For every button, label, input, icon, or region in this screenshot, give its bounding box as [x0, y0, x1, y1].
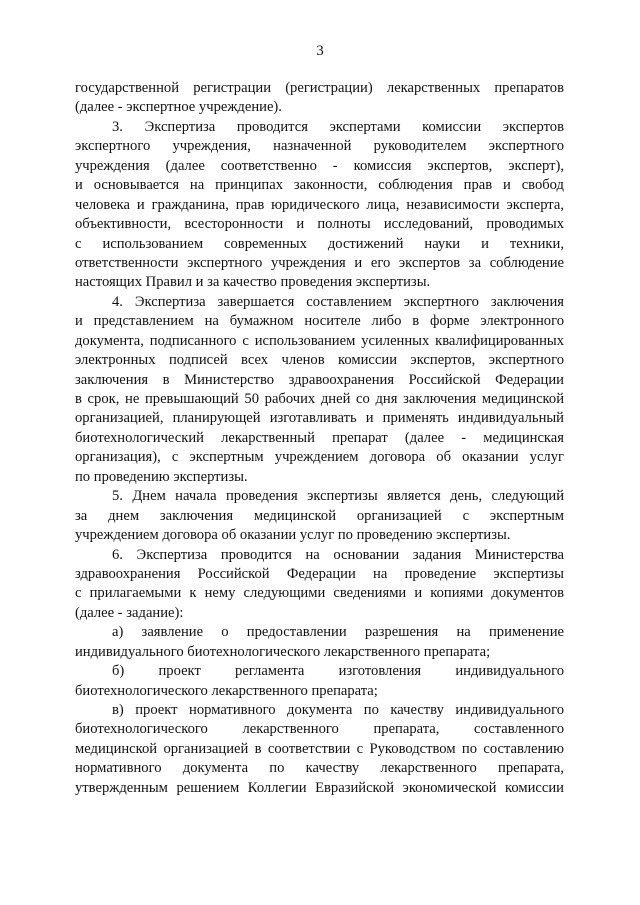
document-body [75, 79, 564, 798]
text-line: и представлением на бумажном носителе либо в форме электронного [75, 313, 564, 330]
text-line: экспертного учреждения, назначенной руководителем экспертного [75, 138, 564, 155]
text-line: документа, подписанного с использованием усиленных квалифицированных [75, 332, 564, 349]
text-line: по проведению экспертизы. [75, 468, 248, 485]
text-line: (далее - задание): [75, 604, 184, 621]
text-line: медицинской организацией в соответствии с Руководством по составлению [75, 740, 564, 757]
text-line: с прилагаемыми к нему следующими сведениями и копиями документов [75, 585, 564, 602]
page-number: 3 [316, 43, 324, 59]
text-line: 3. Экспертиза проводится экспертами комиссии экспертов [112, 118, 564, 135]
text-line: государственной регистрации (регистрации) лекарственных препаратов [75, 80, 564, 96]
text-line: электронных подписей всех членов комиссии экспертов, экспертного [75, 352, 564, 369]
text-line: ответственности экспертного учреждения и его экспертов за соблюдение [75, 254, 564, 271]
text-line: 4. Экспертиза завершается составлением экспертного заключения [112, 293, 564, 310]
text-line: биотехнологического лекарственного препарата; [75, 682, 378, 699]
text-line: с использованием современных достижений науки и техники, [75, 235, 564, 252]
text-line: утвержденным решением Коллегии Евразийской экономической комиссии [75, 779, 564, 796]
text-line: объективности, всесторонности и полноты исследований, проводимых [75, 216, 564, 233]
text-line: и основывается на принципах законности, соблюдения прав и свобод [75, 177, 564, 194]
text-line: человека и гражданина, прав юридического лица, независимости эксперта, [75, 196, 564, 213]
text-line: учреждением договора об оказании услуг по проведению экспертизы. [75, 527, 511, 544]
text-line: биотехнологический лекарственный препарат (далее - медицинская [75, 429, 564, 446]
text-line: 5. Днем начала проведения экспертизы является день, следующий [112, 488, 564, 505]
text-line: настоящих Правил и за качество проведения экспертизы. [75, 274, 431, 291]
text-line: заключения в Министерство здравоохранения Российской Федерации [75, 371, 564, 388]
text-line: в) проект нормативного документа по качеству индивидуального [112, 702, 564, 718]
text-line: биотехнологического лекарственного препарата, составленного [75, 721, 564, 738]
text-line: 6. Экспертиза проводится на основании задания Министерства [112, 546, 564, 563]
text-line: в срок, не превышающий 50 рабочих дней со дня заключения медицинской [75, 391, 564, 407]
text-line: (далее - экспертное учреждение). [75, 99, 282, 116]
text-line: организацией, планирующей изготавливать и применять индивидуальный [75, 410, 564, 427]
text-line: нормативного документа по качеству лекарственного препарата, [75, 760, 564, 777]
text-line: здравоохранения Российской Федерации на проведение экспертизы [75, 565, 564, 582]
text-line: организация), с экспертным учреждением договора об оказании услуг [75, 449, 564, 466]
text-line: учреждения (далее соответственно - комиссия экспертов, эксперт), [75, 157, 564, 174]
text-line: б) проект регламента изготовления индивидуального [112, 663, 564, 680]
text-line: а) заявление о предоставлении разрешения на применение [112, 624, 564, 641]
text-line: за днем заключения медицинской организацией с экспертным [75, 507, 564, 524]
text-line: индивидуального биотехнологического лекарственного препарата; [75, 643, 491, 660]
